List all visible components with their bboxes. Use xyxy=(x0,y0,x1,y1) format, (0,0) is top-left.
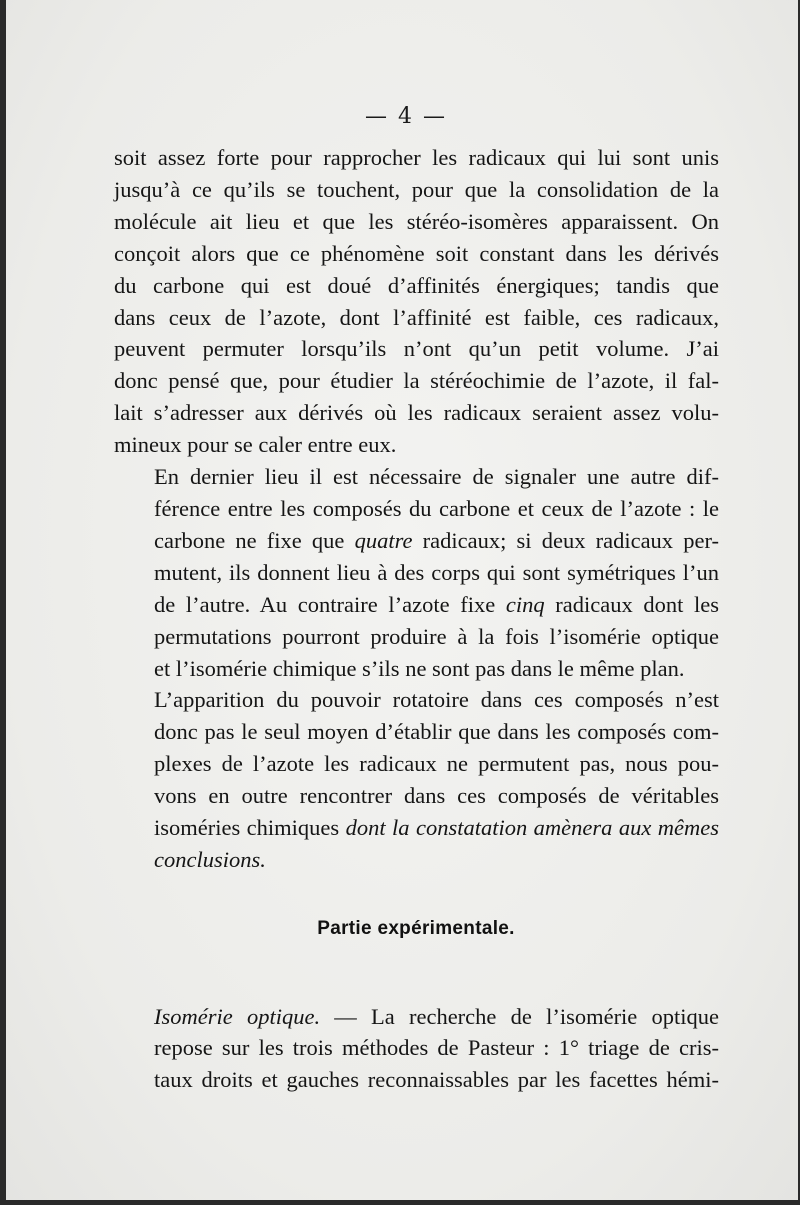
text-line: lait s’adresser aux dérivés où les radicaux seraient assez volu- xyxy=(114,400,719,426)
text-line: donc pas le seul moyen d’établir que dans les composés com- xyxy=(154,719,719,745)
text-line: Isomérie optique. — La recherche de l’isomérie optique xyxy=(154,1003,720,1029)
text-line: plexes de l’azote les radicaux ne permutent pas, nous pou- xyxy=(154,751,719,777)
text-line: dans ceux de l’azote, dont l’affinité est faible, ces radicaux, xyxy=(114,304,719,330)
text-line: donc pensé que, pour étudier la stéréochimie de l’azote, il fal- xyxy=(114,368,719,394)
paragraph-4 xyxy=(114,1001,719,1097)
text-line: et l’isomérie chimique s’ils ne sont pas dans le même plan. xyxy=(154,655,685,681)
text-line: du carbone qui est doué d’affinités énergiques; tandis que xyxy=(114,272,719,298)
text-line: permutations pourront produire à la fois l’isomérie optique xyxy=(154,623,719,649)
paragraph-3 xyxy=(114,684,719,875)
body-text xyxy=(114,142,719,876)
text-line: molécule ait lieu et que les stéréo-isomères apparaissent. On xyxy=(114,208,719,234)
text-line: isoméries chimiques dont la constatation amènera aux mêmes xyxy=(154,815,719,841)
text-line: de l’autre. Au contraire l’azote fixe cinq radicaux dont les xyxy=(154,591,720,617)
text-line: férence entre les composés du carbone et ceux de l’azote : le xyxy=(154,495,719,521)
document-page xyxy=(6,0,798,1200)
text-line: vons en outre rencontrer dans ces composés de véritables xyxy=(154,783,719,809)
page-number: — 4 — xyxy=(365,104,447,129)
text-line: taux droits et gauches reconnaissables par les facettes hémi- xyxy=(154,1067,719,1093)
text-line: En dernier lieu il est nécessaire de signaler une autre dif- xyxy=(154,464,719,490)
text-line: peuvent permuter lorsqu’ils n’ont qu’un petit volume. J’ai xyxy=(114,336,719,362)
text-line: soit assez forte pour rapprocher les radicaux qui lui sont unis xyxy=(114,145,719,170)
text-line: jusqu’à ce qu’ils se touchent, pour que la consolidation de la xyxy=(114,176,719,202)
text-line: mutent, ils donnent lieu à des corps qui sont symétriques l’un xyxy=(154,559,719,585)
section-heading: Partie expérimentale. xyxy=(317,918,515,939)
text-line: mineux pour se caler entre eux. xyxy=(114,432,397,458)
text-line: conclusions. xyxy=(154,846,266,872)
body-text-continued xyxy=(114,978,719,1119)
paragraph-2 xyxy=(114,461,719,684)
text-line: L’apparition du pouvoir rotatoire dans ces composés n’est xyxy=(154,687,719,713)
text-line: repose sur les trois méthodes de Pasteur : 1° triage de cris- xyxy=(154,1035,719,1061)
paragraph-1 xyxy=(114,142,719,461)
text-line: conçoit alors que ce phénomène soit constant dans les dérivés xyxy=(114,240,719,266)
text-line: carbone ne fixe que quatre radicaux; si deux radicaux per- xyxy=(154,527,719,553)
